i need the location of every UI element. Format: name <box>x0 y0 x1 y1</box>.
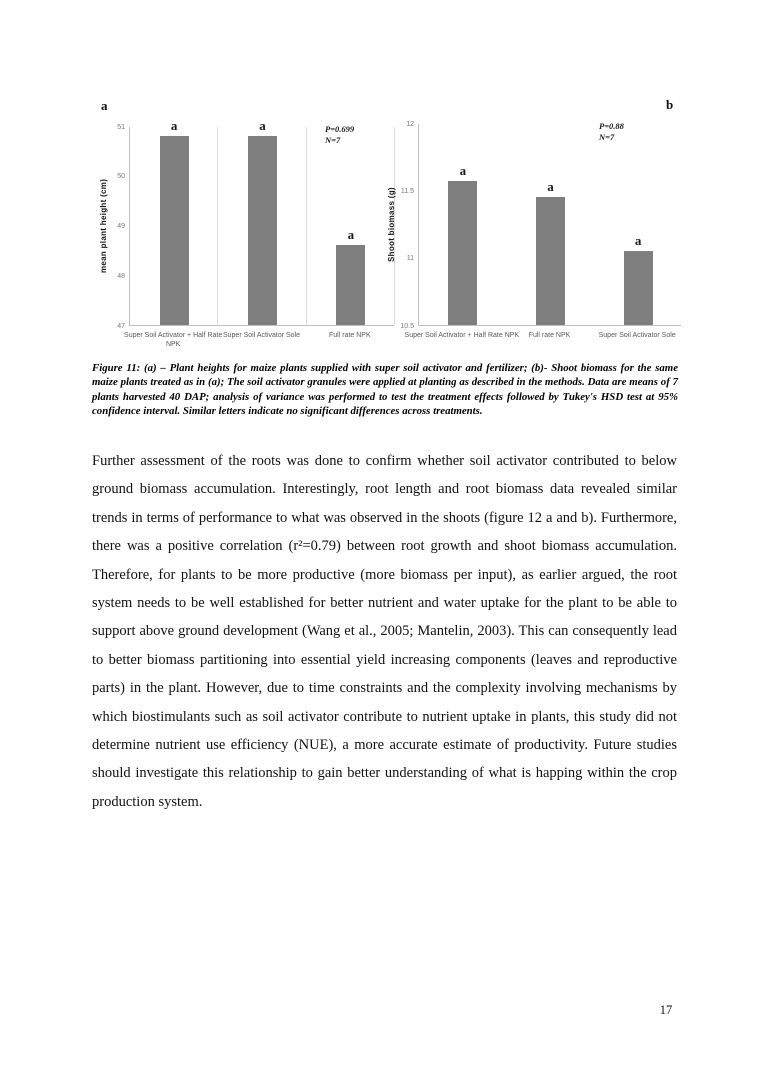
n-value-label: N=7 <box>599 132 615 142</box>
y-tick-label: 51 <box>117 123 125 131</box>
y-axis-title: Shoot biomass (g) <box>387 187 396 262</box>
y-axis-title: mean plant height (cm) <box>99 178 108 274</box>
y-tick-label: 48 <box>117 272 125 280</box>
bar-chart-shoot-biomass <box>385 95 685 362</box>
x-axis-label: Super Soil Activator + Half Rate NPK <box>404 332 520 339</box>
x-axis-label: Full rate NPK <box>528 332 571 339</box>
p-value-label: P=0.699 <box>325 124 355 134</box>
category-separator <box>217 127 218 325</box>
figure-caption: Figure 11: (a) – Plant heights for maize plants supplied with super soil activator and fertilizer; (b)- Shoot biomass for the same maize plants treated as in (a); The soil activator granules were applied at planting as described in the methods. Data are means of 7 plants harvested 40 DAP; analysis of variance was performed to test the treatment effects followed by Tukey's HSD test at 95% confidence interval. Similar letters indicate no significant differences across treatments. <box>92 362 678 418</box>
stats-annotation <box>325 124 354 146</box>
bar-2 <box>536 197 565 325</box>
bar-3 <box>336 245 365 325</box>
n-value-label: N=7 <box>325 135 341 145</box>
y-tick-label: 12 <box>406 120 414 128</box>
body-paragraph: Further assessment of the roots was done to confirm whether soil activator contributed to below ground biomass accumulation. Interestingly, root length and root biomass data revealed similar trends in terms of performance to what was observed in the shoots (figure 12 a and b). Furthermore, there was a positive correlation (r²=0.79) between root growth and shoot biomass accumulation. Therefore, for plants to be more productive (more biomass per input), as earlier argued, the root system needs to be well established for better nutrient and water uptake for the plant to be able to support above ground development (Wang et al., 2005; Mantelin, 2003). This can consequently lead to better biomass partitioning into essential yield increasing components (leaves and reproductive parts) in the plant. However, due to time constraints and the complexity involving mechanisms by which biostimulants such as soil activator contribute to nutrient uptake in plants, this study did not determine nutrient use efficiency (NUE), a more accurate estimate of productivity. Future studies should investigate this relationship to gain better understanding of what is happing within the crop production system. <box>92 453 677 810</box>
significance-letter: a <box>459 162 467 178</box>
significance-letter: a <box>347 227 355 243</box>
stats-annotation <box>599 121 624 143</box>
y-tick-label: 11 <box>406 255 414 263</box>
plot-area <box>129 117 394 326</box>
y-tick-label: 11.5 <box>400 187 414 195</box>
plot-area <box>418 124 681 326</box>
y-tick-label: 47 <box>117 322 125 330</box>
y-tick-label: 49 <box>117 223 125 230</box>
bar-3 <box>624 251 653 325</box>
x-axis-label: Full rate NPK <box>329 332 371 339</box>
panel-label-a: a <box>101 98 108 113</box>
significance-letter: a <box>259 117 266 133</box>
x-axis-label: Super Soil Activator + Half Rate NPK <box>124 332 223 348</box>
significance-letter: a <box>170 117 178 133</box>
category-separator <box>306 127 307 325</box>
bar-2 <box>248 136 277 325</box>
panel-label-b: b <box>666 97 674 112</box>
x-axis-label: Super Soil Activator Sole <box>222 332 301 339</box>
page-number: 17 <box>659 1003 673 1017</box>
bar-1 <box>448 181 477 325</box>
x-axis-label: Super Soil Activator Sole <box>598 332 676 339</box>
y-tick-label: 50 <box>117 173 125 181</box>
bar-chart-plant-height <box>92 98 404 362</box>
bar-1 <box>160 136 189 325</box>
significance-letter: a <box>547 179 554 195</box>
significance-letter: a <box>634 232 642 248</box>
p-value-label: P=0.88 <box>599 121 624 131</box>
y-tick-label: 10.5 <box>400 322 414 330</box>
